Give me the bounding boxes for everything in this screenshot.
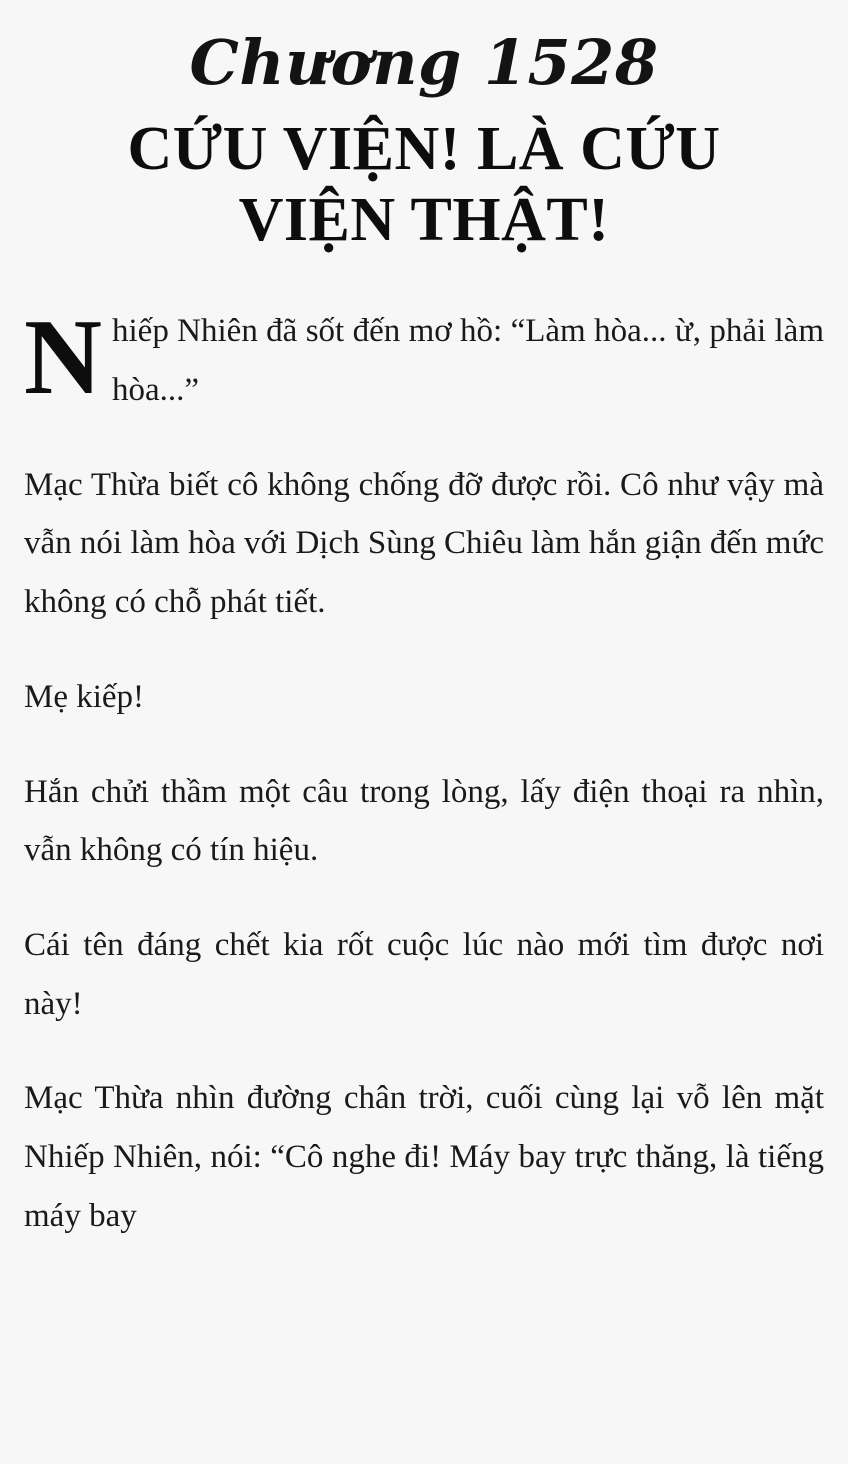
paragraph: Cái tên đáng chết kia rốt cuộc lúc nào mới tìm được nơi này! [24, 926, 824, 1022]
paragraph: Mẹ kiếp! [24, 678, 145, 715]
paragraph: Hắn chửi thầm một câu trong lòng, lấy điện thoại ra nhìn, vẫn không có tín hiệu. [24, 773, 824, 869]
paragraph: Mạc Thừa nhìn đường chân trời, cuối cùng lại vỗ lên mặt Nhiếp Nhiên, nói: “Cô nghe đi! Máy bay trực thăng, là tiếng máy bay [24, 1080, 824, 1234]
paragraph: Nhiếp Nhiên đã sốt đến mơ hồ: “Làm hòa... ừ, phải làm hòa...” [24, 298, 824, 418]
chapter-title: CỨU VIỆN! LÀ CỨU VIỆN THẬT! [127, 114, 721, 254]
paragraph: Mạc Thừa biết cô không chống đỡ được rồi. Cô như vậy mà vẫn nói làm hòa với Dịch Sùng Chiêu làm hắn giận đến mức không có chỗ phát tiết. [24, 466, 824, 621]
chapter-body [24, 298, 824, 1246]
chapter-number: Chương 1528 [189, 26, 659, 99]
